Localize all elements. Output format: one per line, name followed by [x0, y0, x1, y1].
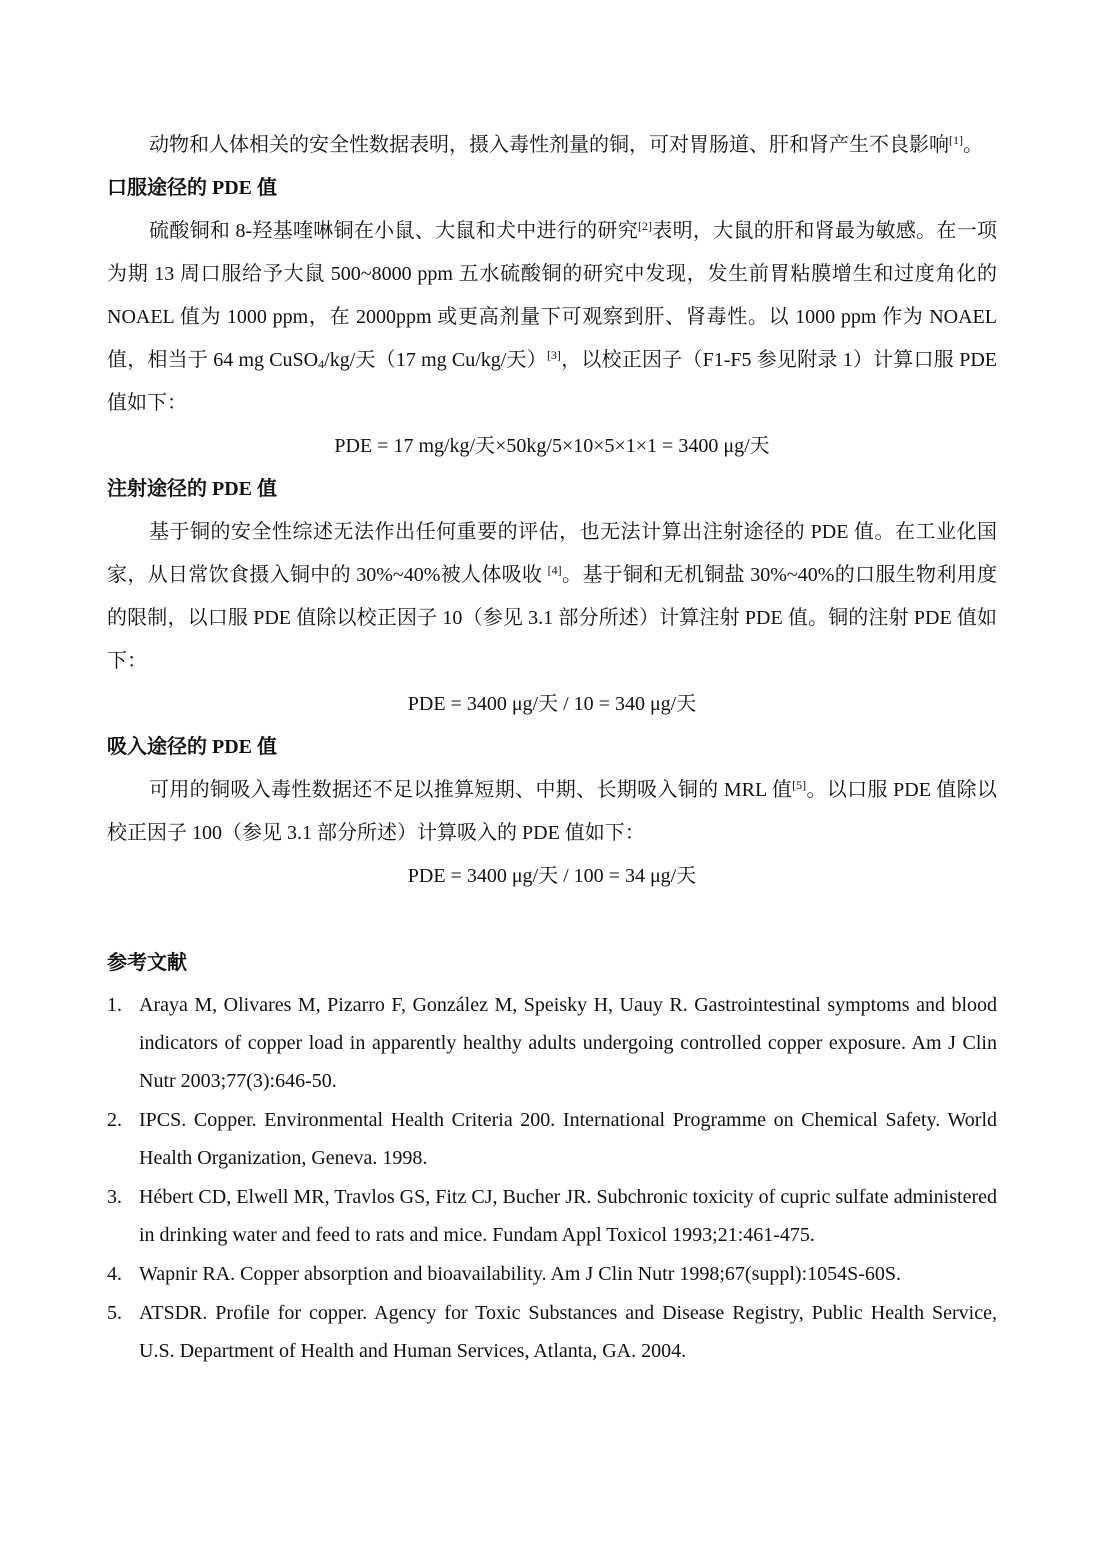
citation-4[interactable]: [4] [547, 563, 562, 577]
intro-text: 动物和人体相关的安全性数据表明，摄入毒性剂量的铜，可对胃肠道、肝和肾产生不良影响 [149, 134, 949, 156]
reference-number: 1. [107, 994, 122, 1016]
document-page [107, 124, 997, 1370]
oral-text-c: /kg/天（17 mg Cu/kg/天） [324, 349, 547, 371]
citation-1[interactable]: [1] [949, 133, 963, 147]
reference-text: Hébert CD, Elwell MR, Travlos GS, Fitz CJ, Bucher JR. Subchronic toxicity of cupric sulfate administered in drinking water and feed to rats and mice. Fundam Appl Toxicol 1993;21:461-475. [139, 1186, 997, 1246]
references-heading: 参考文献 [107, 952, 187, 974]
parenteral-equation: PDE = 3400 μg/天 / 10 = 340 μg/天 [407, 693, 697, 715]
inhalation-text-b: 。以口服 PDE 值除以校正因子 100（参见 3.1 部分所述）计算吸入的 PDE 值如下： [107, 779, 997, 844]
reference-text: IPCS. Copper. Environmental Health Criteria 200. International Programme on Chemical Safety. World Health Organization, Geneva. 1998. [139, 1109, 997, 1169]
oral-text-a: 硫酸铜和 8-羟基喹啉铜在小鼠、大鼠和犬中进行的研究 [149, 220, 638, 242]
intro-paragraph [107, 124, 997, 167]
inhalation-paragraph [107, 769, 997, 855]
parenteral-paragraph [107, 511, 997, 683]
inhalation-text-a: 可用的铜吸入毒性数据还不足以推算短期、中期、长期吸入铜的 MRL 值 [149, 779, 793, 801]
reference-text: Araya M, Olivares M, Pizarro F, González M, Speisky H, Uauy R. Gastrointestinal symptoms and blood indicators of copper load in apparently healthy adults undergoing controlled copper exposure. Am J Clin Nutr 2003;77(3):646-50. [139, 994, 997, 1092]
reference-item [107, 986, 997, 1100]
reference-item [107, 1101, 997, 1177]
parenteral-heading: 注射途径的 PDE 值 [107, 478, 277, 500]
references-list [107, 986, 997, 1370]
reference-number: 2. [107, 1109, 122, 1131]
inhalation-heading: 吸入途径的 PDE 值 [107, 736, 277, 758]
oral-text-b: 表明，大鼠的肝和肾最为敏感。在一项为期 13 周口服给予大鼠 500~8000 ppm 五水硫酸铜的研究中发现，发生前胃粘膜增生和过度角化的 NOAEL 值为 1000 ppm，在 2000ppm 或更高剂量下可观察到肝、肾毒性。以 1000 ppm 作为 NOAEL 值，相当于 64 mg CuSO [107, 220, 997, 371]
citation-3[interactable]: [3] [546, 348, 561, 362]
parenteral-text-a: 基于铜的安全性综述无法作出任何重要的评估，也无法计算出注射途径的 PDE 值。在工业化国家，从日常饮食摄入铜中的 30%~40%被人体吸收 [107, 521, 997, 586]
reference-text: ATSDR. Profile for copper. Agency for Toxic Substances and Disease Registry, Public Health Service, U.S. Department of Health and Human Services, Atlanta, GA. 2004. [139, 1302, 997, 1362]
reference-item [107, 1294, 997, 1370]
intro-end: 。 [963, 134, 983, 156]
oral-text-d: ，以校正因子（F1-F5 参见附录 1）计算口服 PDE 值如下： [107, 349, 997, 414]
reference-item [107, 1178, 997, 1254]
reference-item [107, 1255, 997, 1293]
citation-2[interactable]: [2] [638, 219, 652, 233]
inhalation-equation: PDE = 3400 μg/天 / 100 = 34 μg/天 [407, 865, 697, 887]
subscript-4: 4 [318, 357, 325, 371]
oral-paragraph [107, 210, 997, 425]
reference-number: 3. [107, 1186, 122, 1208]
oral-heading: 口服途径的 PDE 值 [107, 177, 277, 199]
reference-number: 5. [107, 1302, 122, 1324]
reference-text: Wapnir RA. Copper absorption and bioavailability. Am J Clin Nutr 1998;67(suppl):1054S-60S. [139, 1263, 902, 1285]
oral-equation: PDE = 17 mg/kg/天×50kg/5×10×5×1×1 = 3400 μg/天 [334, 435, 770, 457]
citation-5[interactable]: [5] [792, 778, 807, 792]
reference-number: 4. [107, 1263, 122, 1285]
parenteral-text-b: 。基于铜和无机铜盐 30%~40%的口服生物利用度的限制，以口服 PDE 值除以校正因子 10（参见 3.1 部分所述）计算注射 PDE 值。铜的注射 PDE 值如下： [107, 564, 998, 672]
